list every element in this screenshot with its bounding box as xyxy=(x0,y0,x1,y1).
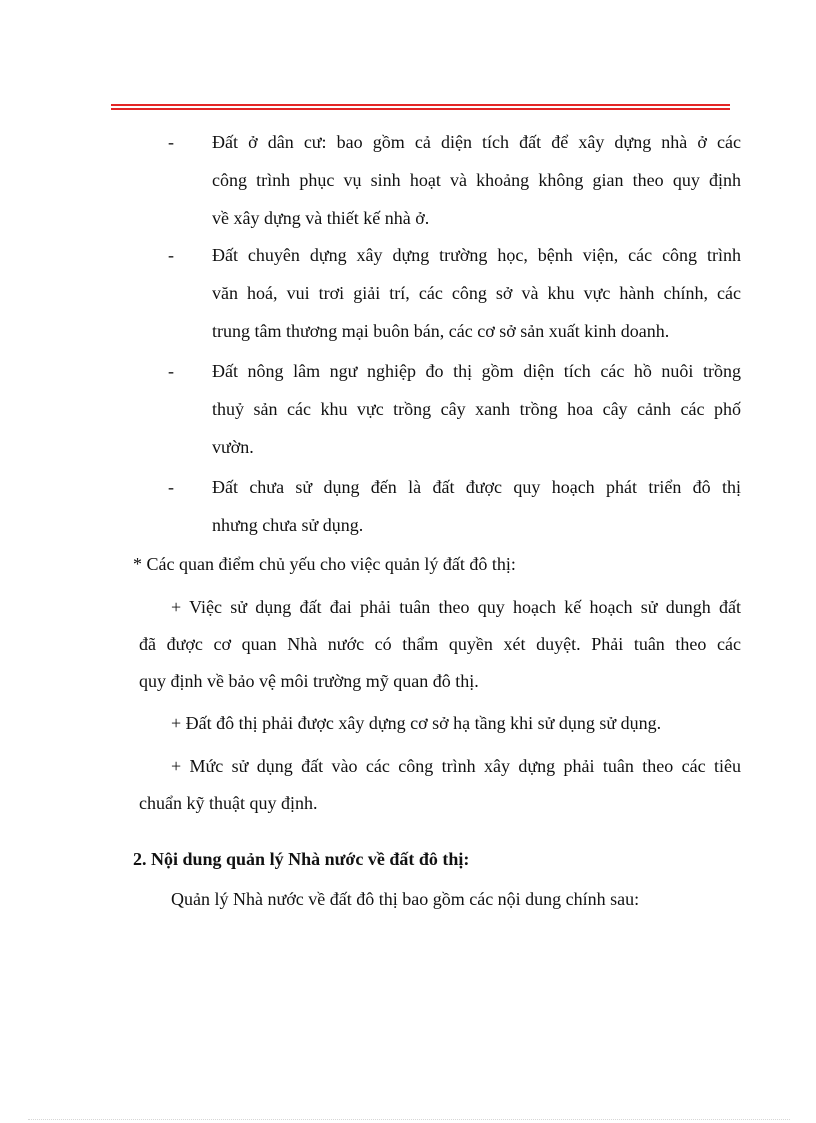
bullet-item-residential-land xyxy=(212,123,741,237)
viewpoint-3-line-1: + Mức sử dụng đất vào các công trình xây dựng phải tuân theo các tiêu xyxy=(171,756,741,776)
viewpoint-3-line-2: chuẩn kỹ thuật quy định. xyxy=(139,793,318,813)
page-bottom-divider xyxy=(28,1119,790,1120)
text-line: về xây dựng và thiết kế nhà ở. xyxy=(212,208,430,228)
viewpoint-2: + Đất đô thị phải được xây dựng cơ sở hạ tầng khi sử dụng sử dụng. xyxy=(171,713,662,733)
text-line: Đất nông lâm ngư nghiệp đo thị gồm diện tích các hồ nuôi trồng xyxy=(212,361,741,381)
bullet-item-agricultural-land xyxy=(212,352,741,466)
viewpoint-1-line-1: + Việc sử dụng đất đai phải tuân theo quy hoạch kế hoạch sử dungh đất xyxy=(171,597,741,617)
bullet-item-unused-land xyxy=(212,468,741,544)
text-line: trung tâm thương mại buôn bán, các cơ sở sản xuất kinh doanh. xyxy=(212,321,670,341)
header-rule-bottom xyxy=(111,108,730,110)
viewpoint-1-line-2: đã được cơ quan Nhà nước có thẩm quyền xét duyệt. Phải tuân theo các xyxy=(139,634,741,654)
text-line: vườn. xyxy=(212,437,254,457)
text-line: văn hoá, vui trơi giải trí, các công sở và khu vực hành chính, các xyxy=(212,283,741,303)
text-line: Đất chuyên dựng xây dựng trường học, bệnh viện, các công trình xyxy=(212,245,741,265)
text-line: nhưng chưa sử dụng. xyxy=(212,515,364,535)
bullet-dash: - xyxy=(168,361,174,381)
bullet-dash: - xyxy=(168,132,174,152)
viewpoint-1-line-3: quy định về bảo vệ môi trường mỹ quan đô thị. xyxy=(139,671,479,691)
section-intro: Quản lý Nhà nước về đất đô thị bao gồm các nội dung chính sau: xyxy=(171,889,640,909)
bullet-dash: - xyxy=(168,245,174,265)
header-rule-top xyxy=(111,104,730,106)
text-line: thuỷ sản các khu vực trồng cây xanh trồng hoa cây cảnh các phố xyxy=(212,399,741,419)
bullet-dash: - xyxy=(168,477,174,497)
bullet-item-specialized-land xyxy=(212,236,741,350)
text-line: Đất ở dân cư: bao gồm cả diện tích đất để xây dựng nhà ở các xyxy=(212,132,741,152)
text-line: công trình phục vụ sinh hoạt và khoảng không gian theo quy định xyxy=(212,170,741,190)
viewpoints-intro: * Các quan điểm chủ yếu cho việc quản lý đất đô thị: xyxy=(133,554,516,574)
text-line: Đất chưa sử dụng đến là đất được quy hoạch phát triển đô thị xyxy=(212,477,741,497)
section-heading: 2. Nội dung quản lý Nhà nước về đất đô thị: xyxy=(133,849,470,869)
